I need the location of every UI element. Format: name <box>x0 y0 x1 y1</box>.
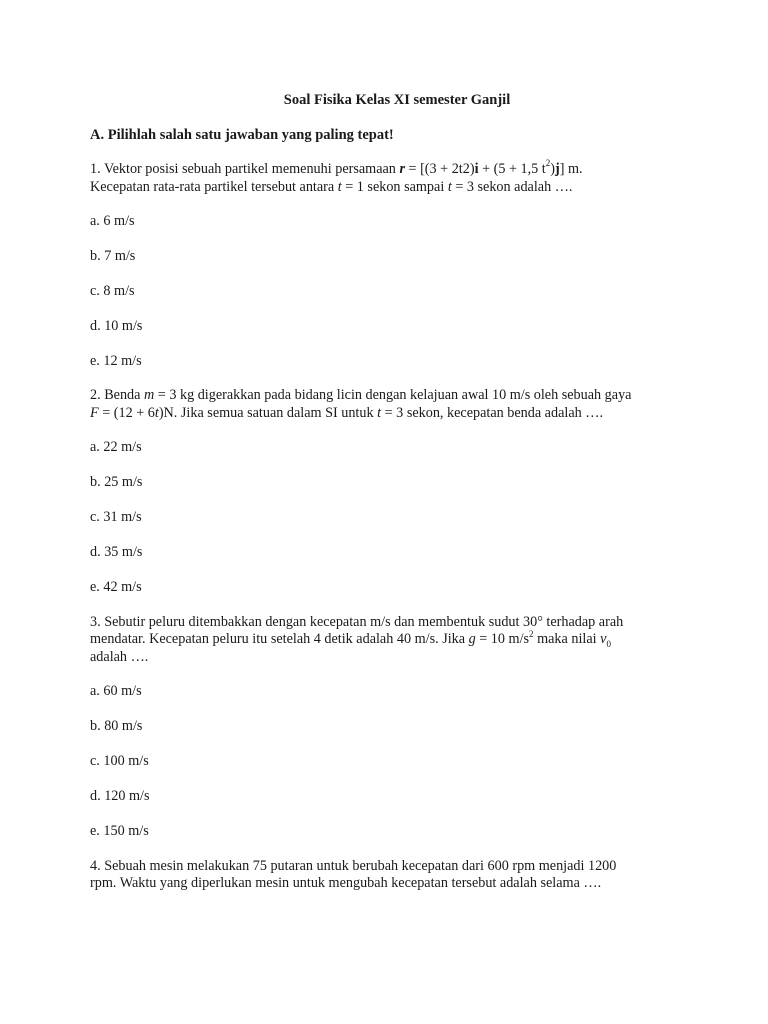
question-number: 2. <box>90 387 101 404</box>
question-4-line-2: rpm. Waktu yang diperlukan mesin untuk mengubah kecepatan tersebut adalah selama …. <box>90 875 602 892</box>
unit-vector-i: i <box>474 161 479 177</box>
answer-option: d. 10 m/s <box>90 317 143 334</box>
answer-option: d. 35 m/s <box>90 544 143 561</box>
answer-option: b. 25 m/s <box>90 474 143 491</box>
page-title: Soal Fisika Kelas XI semester Ganjil <box>283 92 511 108</box>
question-3-text <box>90 614 690 667</box>
question-number: 4. <box>90 857 101 874</box>
answer-option: a. 6 m/s <box>90 213 135 229</box>
question-1-line-1: 1. Vektor posisi sebuah partikel memenuhi persamaan r = [(3 + 2t2)i + (5 + 1,5 $t^2)j$] m. <box>90 158 583 177</box>
variable-g: g <box>468 631 476 648</box>
answer-option: b. 80 m/s <box>90 718 143 735</box>
question-number: 1. <box>90 161 101 177</box>
question-2-line-2: F = (12 + 6t)N. Jika semua satuan dalam SI untuk t = 3 sekon, kecepatan benda adalah …. <box>90 404 603 421</box>
answer-option: c. 100 m/s <box>90 753 149 770</box>
variable-t: t <box>154 404 159 421</box>
answer-option: e. 12 m/s <box>90 352 142 369</box>
question-3-line-3: adalah …. <box>90 648 149 665</box>
answer-option: a. 60 m/s <box>90 683 142 700</box>
document-body <box>90 92 690 893</box>
question-2-line-1: 2. Benda m = 3 kg digerakkan pada bidang licin dengan kelajuan awal 10 m/s oleh sebuah gaya <box>90 387 632 404</box>
variable-F: F <box>90 404 99 421</box>
answer-option: b. 7 m/s <box>90 247 136 264</box>
exponent: 2 <box>529 628 534 639</box>
exponent: 2 <box>545 158 551 169</box>
answer-option: e. 42 m/s <box>90 579 142 596</box>
question-4-text <box>90 858 690 893</box>
answer-option: c. 8 m/s <box>90 282 135 299</box>
variable-m: m <box>143 387 155 404</box>
answer-option: d. 120 m/s <box>90 788 150 805</box>
question-2-text <box>90 387 690 422</box>
vector-r: r <box>399 161 405 177</box>
question-4-line-1: 4. Sebuah mesin melakukan 75 putaran untuk berubah kecepatan dari 600 rpm menjadi 1200 <box>90 857 617 874</box>
answer-option: c. 31 m/s <box>90 509 142 526</box>
variable-t: t <box>447 178 452 195</box>
unit-vector-j: j <box>554 161 560 177</box>
variable-v: v <box>600 631 607 648</box>
question-3-line-1: 3. Sebutir peluru ditembakkan dengan kecepatan m/s dan membentuk sudut 30° terhadap arah <box>90 613 624 630</box>
variable-t: t <box>337 178 342 195</box>
variable-t: t <box>377 404 382 421</box>
question-number: 3. <box>90 613 101 630</box>
question-1-line-2: Kecepatan rata-rata partikel tersebut antara t = 1 sekon sampai t = 3 sekon adalah …. <box>90 178 573 195</box>
question-1-text <box>90 158 690 196</box>
subscript: 0 <box>606 639 611 650</box>
answer-option: a. 22 m/s <box>90 439 142 456</box>
question-3-line-2: mendatar. Kecepatan peluru itu setelah 4 detik adalah 40 m/s. Jika g = 10 $m/s^2$ maka nilai $v_0$ <box>90 628 611 650</box>
answer-option: e. 150 m/s <box>90 822 149 839</box>
section-heading: A. Pilihlah salah satu jawaban yang paling tepat! <box>90 126 394 143</box>
